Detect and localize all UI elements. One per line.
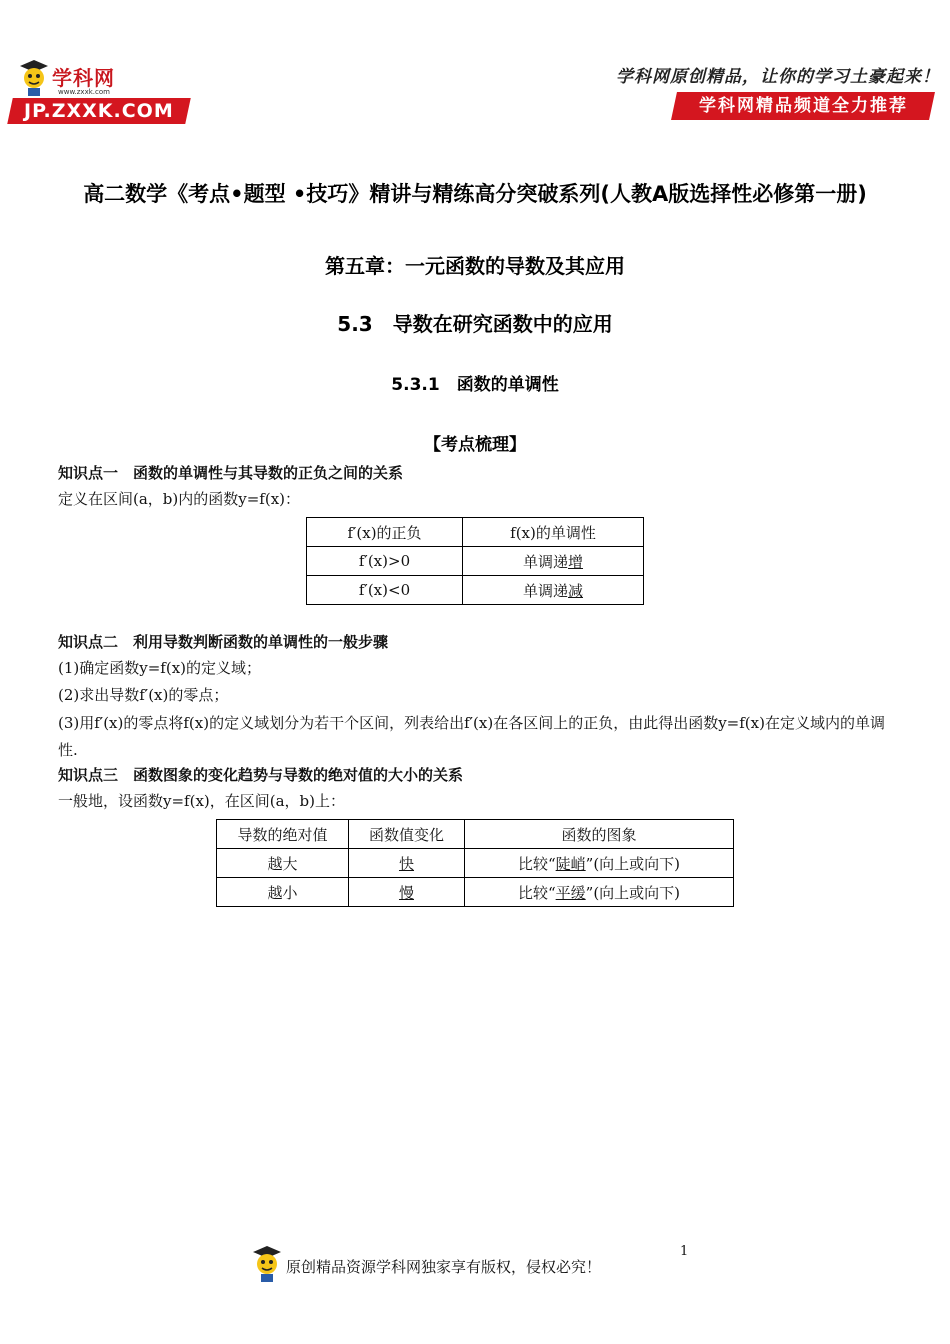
k1-heading: 知识点一 函数的单调性与其导数的正负之间的关系 xyxy=(58,464,404,482)
logo-banner: JP.ZXXK.COM xyxy=(7,98,191,124)
table-row xyxy=(217,878,734,907)
subsection-title: 5.3.1 函数的单调性 xyxy=(391,375,559,395)
k2-step3: (3)用f′(x)的零点将f(x)的定义域划分为若干个区间，列表给出f′(x)在各区间上的正负，由此得出函数y=f(x)在定义域内的单调性. xyxy=(58,714,885,759)
k1-table xyxy=(306,517,644,605)
logo-url: www.zxxk.com xyxy=(58,88,110,96)
table-row xyxy=(307,576,644,605)
table-cell: 单调递减 xyxy=(463,576,644,605)
table-header: 导数的绝对值 xyxy=(217,820,349,849)
k1-intro: 定义在区间(a，b)内的函数y=f(x)： xyxy=(58,490,301,508)
table-cell: f′(x)>0 xyxy=(307,547,463,576)
table-cell: 快 xyxy=(349,849,465,878)
chapter-title: 第五章：一元函数的导数及其应用 xyxy=(325,254,625,278)
mascot-icon xyxy=(16,58,52,98)
page-number: 1 xyxy=(680,1244,689,1259)
table-row xyxy=(217,820,734,849)
table-header: 函数值变化 xyxy=(349,820,465,849)
mascot-icon xyxy=(250,1244,284,1284)
copyright-text: 原创精品资源学科网独家享有版权，侵权必究！ xyxy=(286,1258,602,1276)
logo-name: 学科网 xyxy=(52,66,115,90)
table-cell: 单调递增 xyxy=(463,547,644,576)
k3-table xyxy=(216,819,734,907)
table-row xyxy=(217,849,734,878)
slogan xyxy=(610,62,940,124)
k2-step1: (1)确定函数y=f(x)的定义域； xyxy=(58,659,262,677)
table-cell: 慢 xyxy=(349,878,465,907)
site-logo xyxy=(10,58,190,128)
series-title: 高二数学《考点•题型 •技巧》精讲与精练高分突破系列(人教A版选择性必修第一册) xyxy=(83,182,867,206)
table-header: f(x)的单调性 xyxy=(463,518,644,547)
table-cell: f′(x)<0 xyxy=(307,576,463,605)
footer xyxy=(250,1244,710,1284)
table-row xyxy=(307,547,644,576)
slogan-text: 学科网原创精品，让你的学习土豪起来！ xyxy=(616,67,940,87)
k2-heading: 知识点二 利用导数判断函数的单调性的一般步骤 xyxy=(58,633,389,651)
k2-step2: (2)求出导数f′(x)的零点； xyxy=(58,686,229,704)
table-cell: 越大 xyxy=(217,849,349,878)
section-title: 5.3 导数在研究函数中的应用 xyxy=(337,312,613,336)
k3-intro: 一般地，设函数y=f(x)，在区间(a，b)上： xyxy=(58,792,346,810)
table-header: 函数的图象 xyxy=(465,820,734,849)
k3-heading: 知识点三 函数图象的变化趋势与导数的绝对值的大小的关系 xyxy=(58,766,464,784)
review-heading: 【考点梳理】 xyxy=(424,435,526,455)
table-cell: 越小 xyxy=(217,878,349,907)
table-cell: 比较“平缓”(向上或向下) xyxy=(465,878,734,907)
table-header: f′(x)的正负 xyxy=(307,518,463,547)
table-cell: 比较“陡峭”(向上或向下) xyxy=(465,849,734,878)
slogan-banner: 学科网精品频道全力推荐 xyxy=(671,92,935,120)
table-row xyxy=(307,518,644,547)
